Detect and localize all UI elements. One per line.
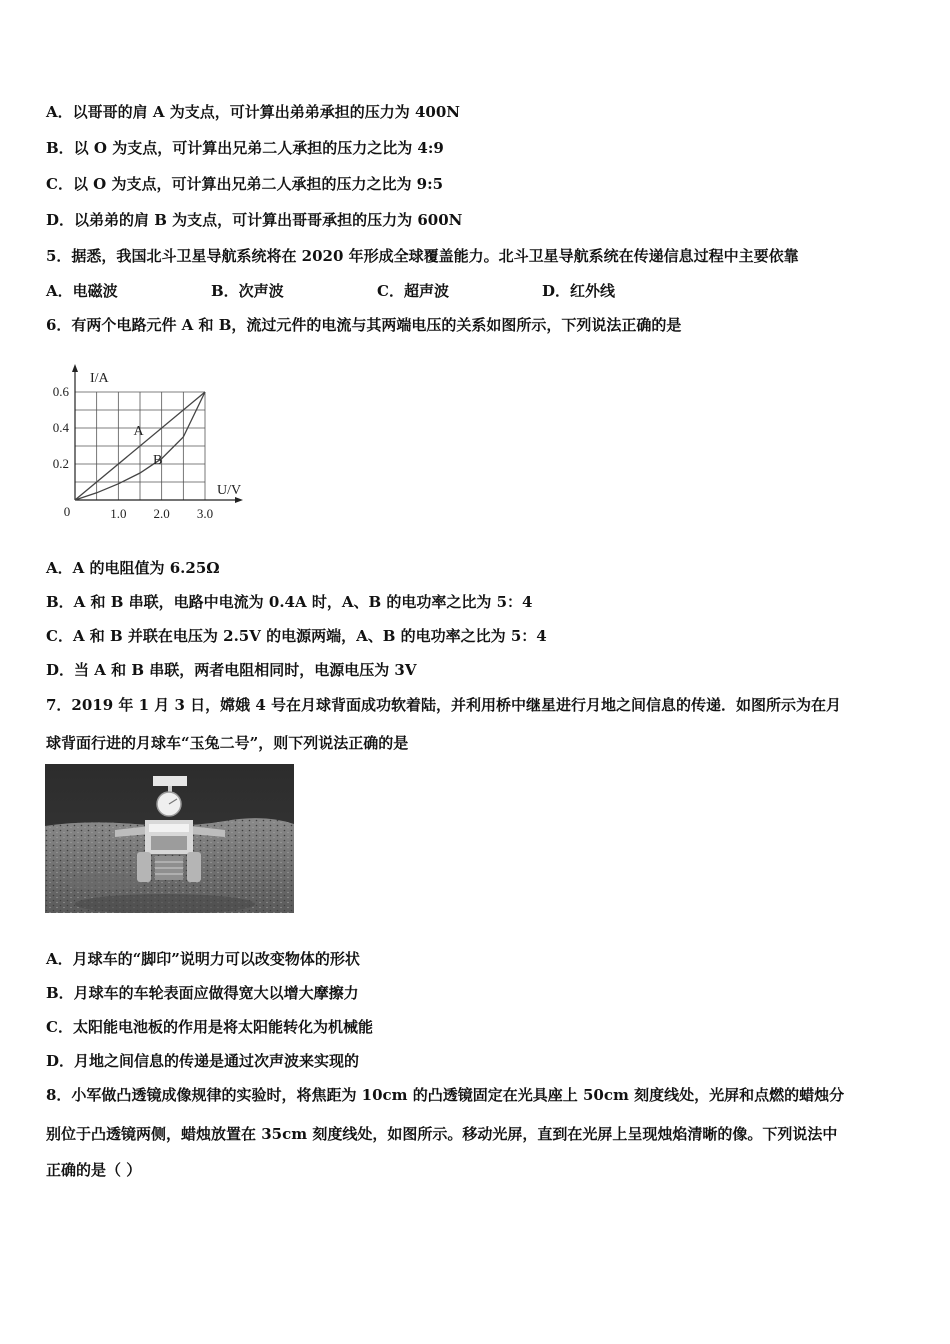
y-tick-label: 0.2	[52, 456, 69, 471]
q4-option-d: D．以弟弟的肩 B 为支点，可计算出哥哥承担的压力为 600N	[46, 211, 463, 229]
q8-stem-line2: 别位于凸透镜两侧，蜡烛放置在 35cm 刻度线处，如图所示。移动光屏，直到在光屏上呈现烛焰清晰的像。下列说法中	[46, 1125, 838, 1143]
q4-option-a: A．以哥哥的肩 A 为支点，可计算出弟弟承担的压力为 400N	[46, 103, 460, 121]
q6-stem: 6．有两个电路元件 A 和 B，流过元件的电流与其两端电压的关系如图所示，下列说法正确的是	[46, 316, 682, 334]
x-tick-label: 1.0	[110, 506, 127, 521]
q5-stem: 5．据悉，我国北斗卫星导航系统将在 2020 年形成全球覆盖能力。北斗卫星导航系统在传递信息过程中主要依靠	[46, 247, 799, 265]
q7-option-b: B．月球车的车轮表面应做得宽大以增大摩擦力	[46, 984, 359, 1002]
x-axis-label: U/V	[217, 483, 242, 498]
q5-option-c: C．超声波	[377, 282, 449, 300]
yutu2-rover-photo	[45, 764, 294, 913]
x-tick-label: 3.0	[196, 506, 214, 521]
origin-label: 0	[63, 504, 71, 519]
q6-option-b: B．A 和 B 串联，电路中电流为 0.4A 时，A、B 的电功率之比为 5：4	[46, 593, 533, 611]
q6-option-a: A．A 的电阻值为 6.25Ω	[46, 559, 220, 577]
q7-option-c: C．太阳能电池板的作用是将太阳能转化为机械能	[46, 1018, 373, 1036]
q5-option-d: D．红外线	[542, 282, 616, 300]
q7-stem-line2: 球背面行进的月球车“玉兔二号”，则下列说法正确的是	[46, 734, 409, 752]
q8-stem-line1: 8．小军做凸透镜成像规律的实验时，将焦距为 10cm 的凸透镜固定在光具座上 50cm 刻度线处，光屏和点燃的蜡烛分	[46, 1086, 845, 1104]
y-axis-label: I/A	[90, 371, 109, 386]
q7-stem-line1: 7．2019 年 1 月 3 日，嫦娥 4 号在月球背面成功软着陆，并利用桥中继星进行月地之间信息的传递．如图所示为在月	[46, 696, 842, 714]
q5-options	[46, 281, 906, 301]
series-a-label: A	[133, 424, 144, 440]
y-axis-arrow	[72, 364, 78, 372]
q7-option-a: A．月球车的“脚印”说明力可以改变物体的形状	[46, 950, 360, 968]
x-tick-label: 2.0	[153, 506, 170, 521]
y-tick-label: 0.4	[52, 420, 69, 435]
q4-option-b: B．以 O 为支点，可计算出兄弟二人承担的压力之比为 4:9	[46, 139, 444, 157]
y-tick-label: 0.6	[52, 384, 69, 399]
q5-option-b: B．次声波	[211, 282, 284, 300]
q7-option-d: D．月地之间信息的传递是通过次声波来实现的	[46, 1052, 360, 1070]
iv-graph	[40, 345, 255, 530]
q4-option-c: C．以 O 为支点，可计算出兄弟二人承担的压力之比为 9:5	[46, 175, 444, 193]
q6-option-c: C．A 和 B 并联在电压为 2.5V 的电源两端，A、B 的电功率之比为 5：4	[46, 627, 547, 645]
q6-option-d: D．当 A 和 B 串联，两者电阻相同时，电源电压为 3V	[46, 661, 417, 679]
q5-option-a: A．电磁波	[46, 282, 118, 300]
q8-stem-line3: 正确的是（ ）	[46, 1161, 142, 1179]
series-b-label: B	[153, 453, 163, 468]
